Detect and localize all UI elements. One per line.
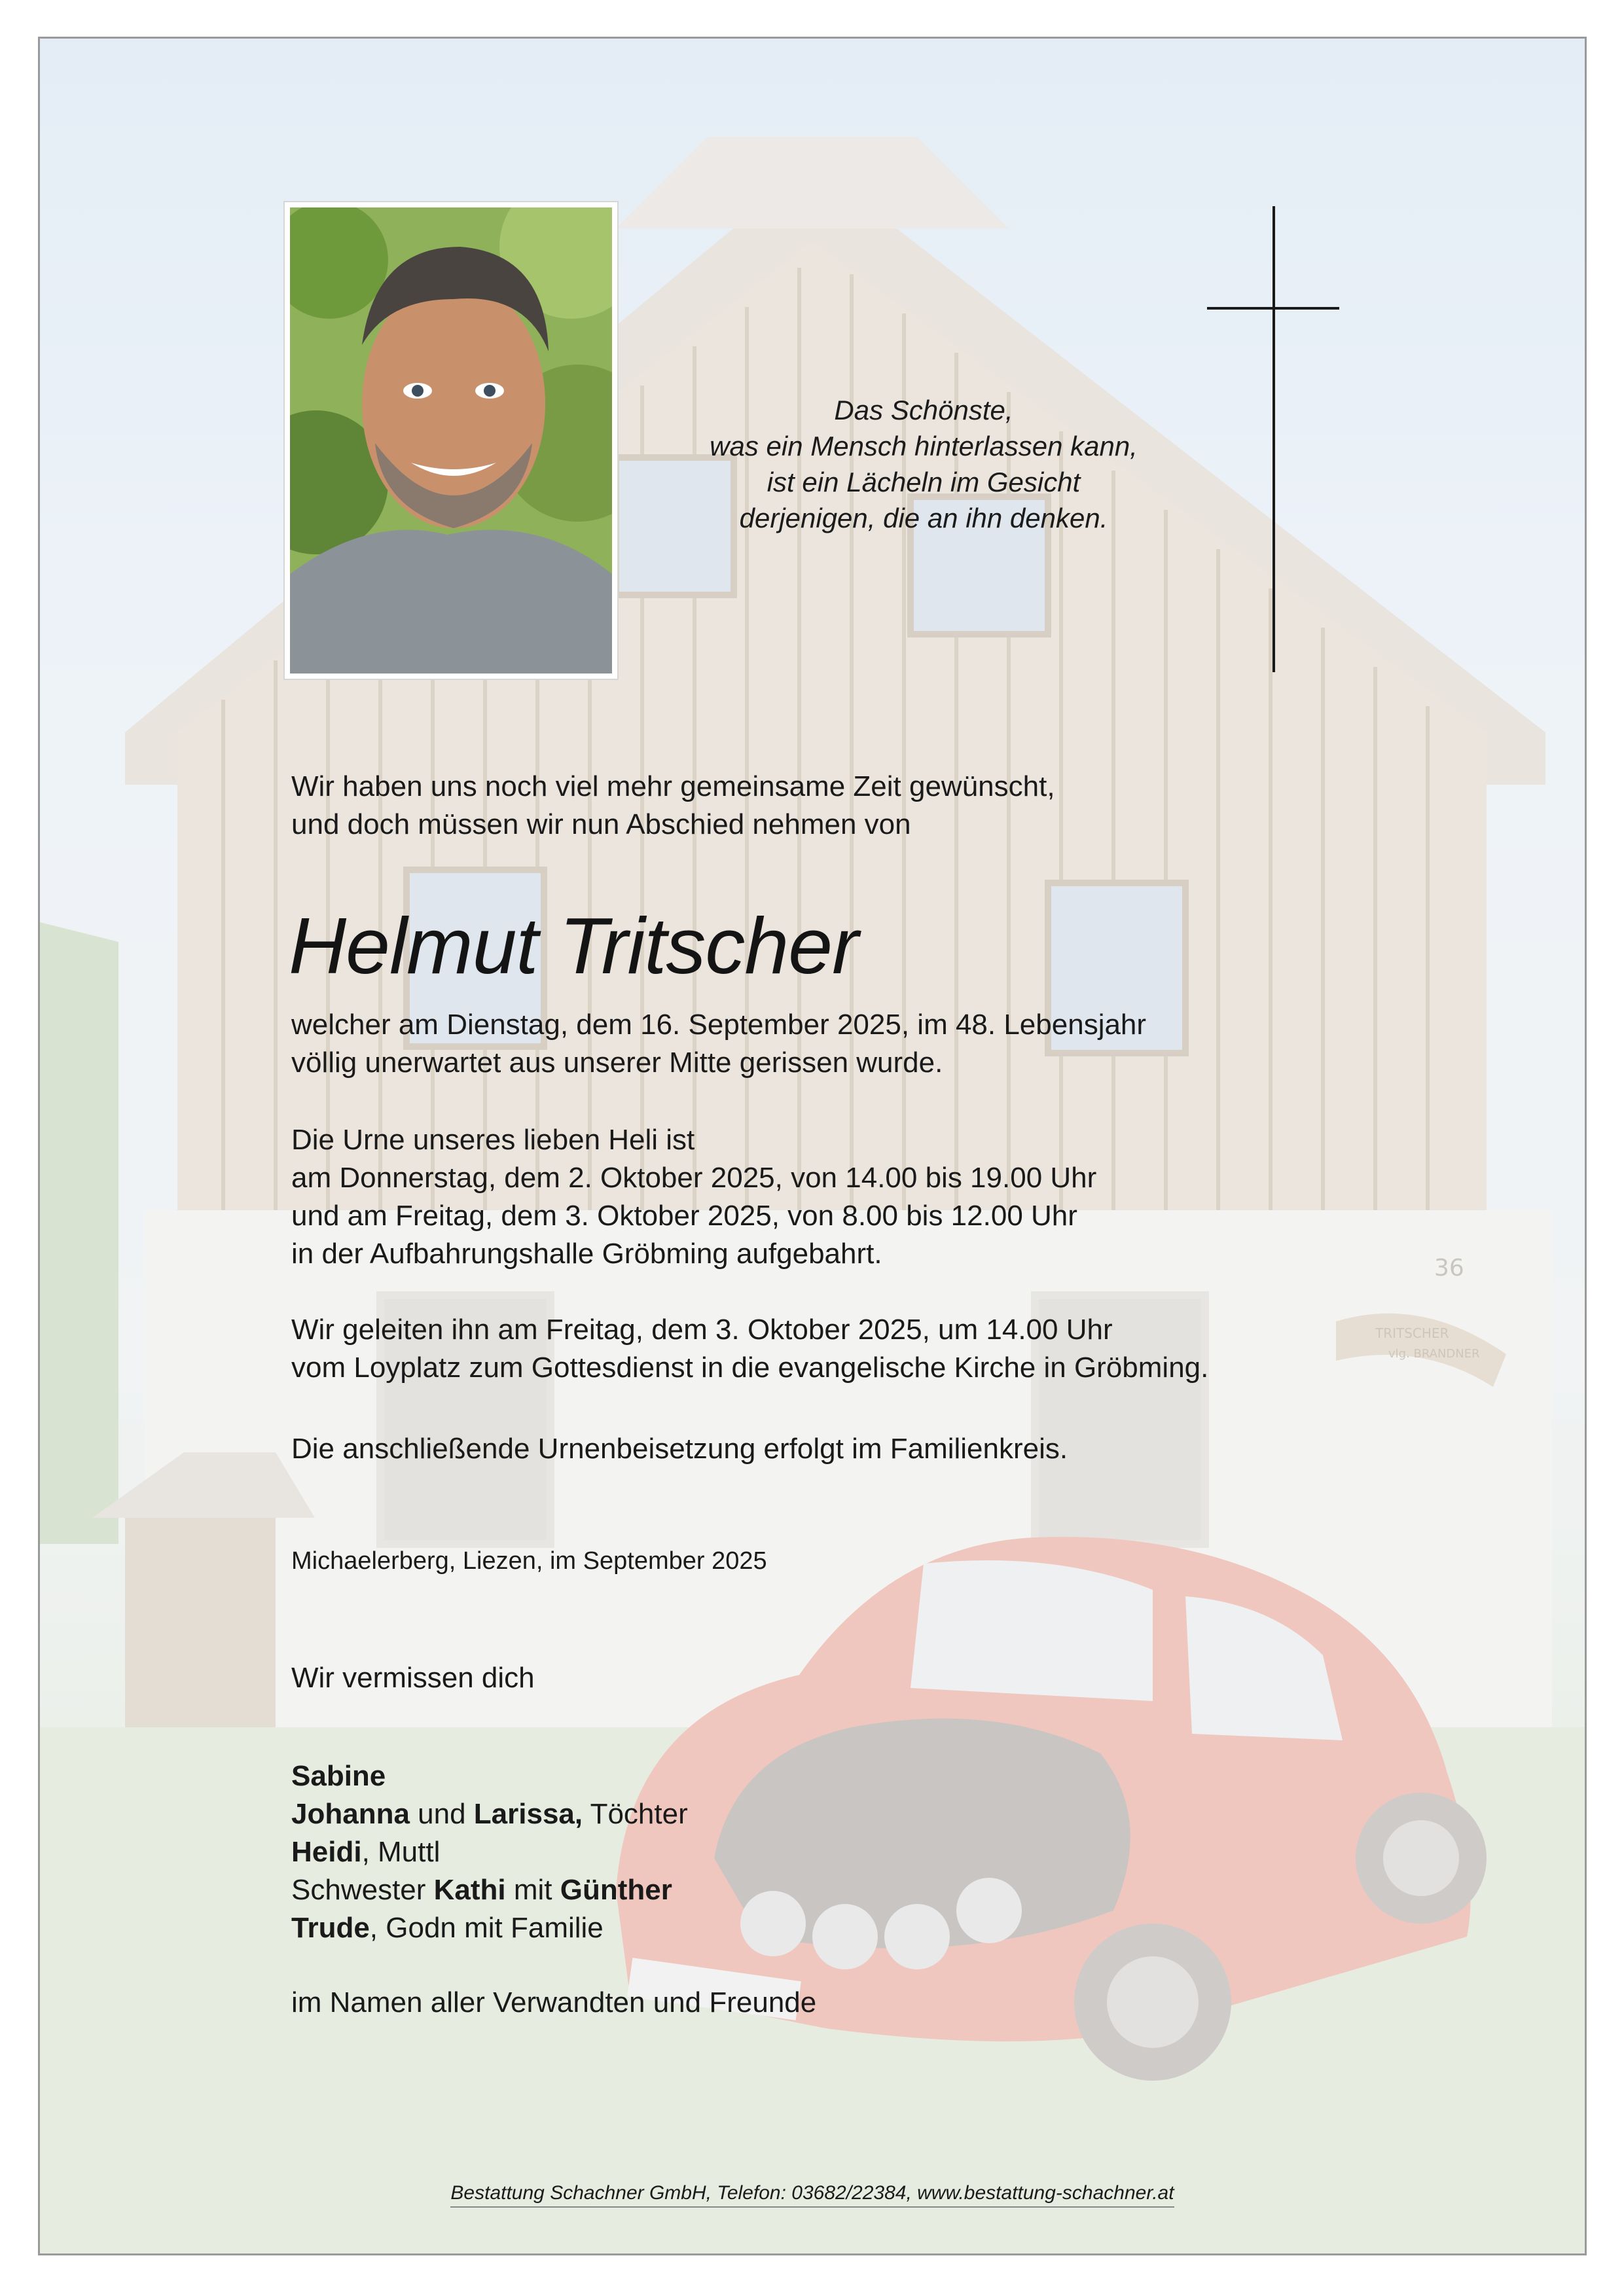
quote-line: ist ein Lächeln im Gesicht xyxy=(767,467,1081,497)
mourners-list xyxy=(291,1757,688,1947)
urn-line: Die Urne unseres lieben Heli ist xyxy=(291,1124,695,1156)
mourner-name: Larissa, xyxy=(473,1798,583,1830)
urn-line: am Donnerstag, dem 2. Oktober 2025, von 14.00 bis 19.00 Uhr xyxy=(291,1162,1097,1194)
quote-line: derjenigen, die an ihn denken. xyxy=(739,503,1108,533)
mourner-name: Heidi xyxy=(291,1836,362,1868)
quote-line: Das Schönste, xyxy=(834,395,1013,425)
urn-line: in der Aufbahrungshalle Gröbming aufgebahrt. xyxy=(291,1238,882,1270)
mourner-row xyxy=(291,1871,688,1909)
house-number: 36 xyxy=(1434,1255,1464,1282)
burial-line: Die anschließende Urnenbeisetzung erfolgt im Familienkreis. xyxy=(291,1433,1068,1465)
cross-icon xyxy=(1272,206,1275,672)
funeral-home-footer xyxy=(40,2180,1585,2206)
death-line: welcher am Dienstag, dem 16. September 2025, im 48. Lebensjahr xyxy=(291,1009,1147,1041)
mourner-row xyxy=(291,1909,688,1947)
urn-line: und am Freitag, dem 3. Oktober 2025, von 8.00 bis 12.00 Uhr xyxy=(291,1200,1077,1232)
mourner-name: Günther xyxy=(560,1874,672,1906)
house-plaque-line1: TRITSCHER xyxy=(1375,1325,1449,1341)
death-line: völlig unerwartet aus unserer Mitte gerissen wurde. xyxy=(291,1047,943,1079)
mourner-relation: Töchter xyxy=(583,1798,688,1830)
mourner-relation: , Godn mit Familie xyxy=(369,1912,604,1944)
deceased-name: Helmut Tritscher xyxy=(289,901,858,990)
mourner-relation: Schwester xyxy=(291,1874,434,1906)
house-plaque-line2: vlg. BRANDNER xyxy=(1388,1347,1480,1361)
service-line: vom Loyplatz zum Gottesdienst in die evangelische Kirche in Gröbming. xyxy=(291,1352,1209,1384)
cross-icon-bar xyxy=(1207,307,1339,310)
portrait-photo xyxy=(285,202,617,679)
mourner-row xyxy=(291,1833,688,1871)
mourner-name: Sabine xyxy=(291,1760,386,1792)
mourner-connector: mit xyxy=(505,1874,560,1906)
mourner-name: Kathi xyxy=(433,1874,506,1906)
service-line: Wir geleiten ihn am Freitag, dem 3. Oktober 2025, um 14.00 Uhr xyxy=(291,1314,1113,1346)
urn-viewing-info xyxy=(291,1121,1096,1273)
mourner-name: Trude xyxy=(291,1912,370,1944)
mourner-row xyxy=(291,1795,688,1833)
service-info xyxy=(291,1311,1208,1387)
mourner-relation: , Muttl xyxy=(361,1836,441,1868)
mourner-row xyxy=(291,1757,688,1795)
mourner-connector: und xyxy=(409,1798,474,1830)
place-date: Michaelerberg, Liezen, im September 2025 xyxy=(291,1547,767,1575)
intro-text xyxy=(291,768,1055,844)
memorial-quote xyxy=(662,392,1185,536)
footer-text: Bestattung Schachner GmbH, Telefon: 03682/22384, www.bestattung-schachner.at xyxy=(450,2182,1174,2208)
intro-line: Wir haben uns noch viel mehr gemeinsame Zeit gewünscht, xyxy=(291,770,1055,802)
intro-line: und doch müssen wir nun Abschied nehmen von xyxy=(291,808,911,840)
death-notice xyxy=(291,1006,1146,1082)
burial-info xyxy=(291,1430,1068,1468)
quote-line: was ein Mensch hinterlassen kann, xyxy=(710,431,1138,461)
miss-line: Wir vermissen dich xyxy=(291,1662,535,1694)
closing-line: im Namen aller Verwandten und Freunde xyxy=(291,1986,817,2018)
parte-frame xyxy=(38,37,1587,2255)
mourner-name: Johanna xyxy=(291,1798,410,1830)
